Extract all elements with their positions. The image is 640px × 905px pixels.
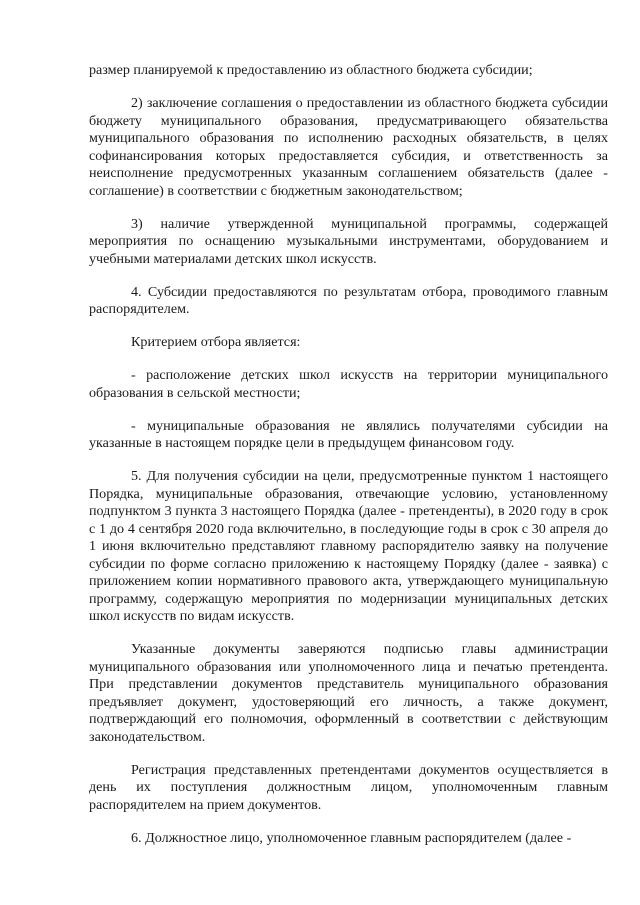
paragraph-registration: Регистрация представленных претендентами документов осуществляется в день их поступления должностным лицом, уполномоченным главным распорядителем на прием документов.: [89, 761, 608, 813]
paragraph-criterion-previous-year: - муниципальные образования не являлись получателями субсидии на указанные в настоящем порядке цели в предыдущем финансовом году.: [89, 417, 608, 451]
paragraph-item-5: 5. Для получения субсидии на цели, предусмотренные пунктом 1 настоящего Порядка, муниципальные образования, отвечающие условию, установленному подпунктом 3 пункта 3 настоящего Порядка (далее - претенденты), в 2020 году в срок с 1 до 4 сентября 2020 года включительно, в последующие годы в срок с 30 апреля до 1 июня включительно представляют главному распорядителю заявку на получение субсидии по форме согласно приложению к настоящему Порядку (далее - заявка) с приложением копии нормативного правового акта, утверждающего муниципальную программу, содержащую мероприятия по модернизации муниципальных детских школ искусств по видам искусств.: [89, 468, 608, 624]
paragraph-subsidy-amount: размер планируемой к предоставлению из областного бюджета субсидии;: [89, 62, 533, 78]
document-body: [89, 62, 608, 863]
paragraph-item-4: 4. Субсидии предоставляются по результатам отбора, проводимого главным распорядителем.: [89, 283, 608, 317]
paragraph-criterion-rural: - расположение детских школ искусств на территории муниципального образования в сельской местности;: [89, 367, 608, 401]
paragraph-condition-2: 2) заключение соглашения о предоставлении из областного бюджета субсидии бюджету муниципального образования, предусматривающего обязательства муниципального образования по исполнению расходных обязательств, в целях софинансирования которых предоставляется субсидия, и ответственность за неисполнение предусмотренных указанным соглашением обязательств (далее - соглашение) в соответствии с бюджетным законодательством;: [89, 95, 608, 199]
paragraph-document-certification: Указанные документы заверяются подписью главы администрации муниципального образования или уполномоченного лица и печатью претендента. При представлении документов представитель муниципального образования предъявляет документ, удостоверяющий его личность, а также документ, подтверждающий его полномочия, оформленный в соответствии с действующим законодательством.: [89, 641, 608, 745]
paragraph-item-6: 6. Должностное лицо, уполномоченное главным распорядителем (далее -: [131, 829, 572, 846]
paragraph-condition-3: 3) наличие утвержденной муниципальной программы, содержащей мероприятия по оснащению музыкальными инструментами, оборудованием и учебными материалами детских школ искусств.: [89, 215, 608, 267]
paragraph-selection-criteria: Критерием отбора является:: [131, 334, 301, 350]
